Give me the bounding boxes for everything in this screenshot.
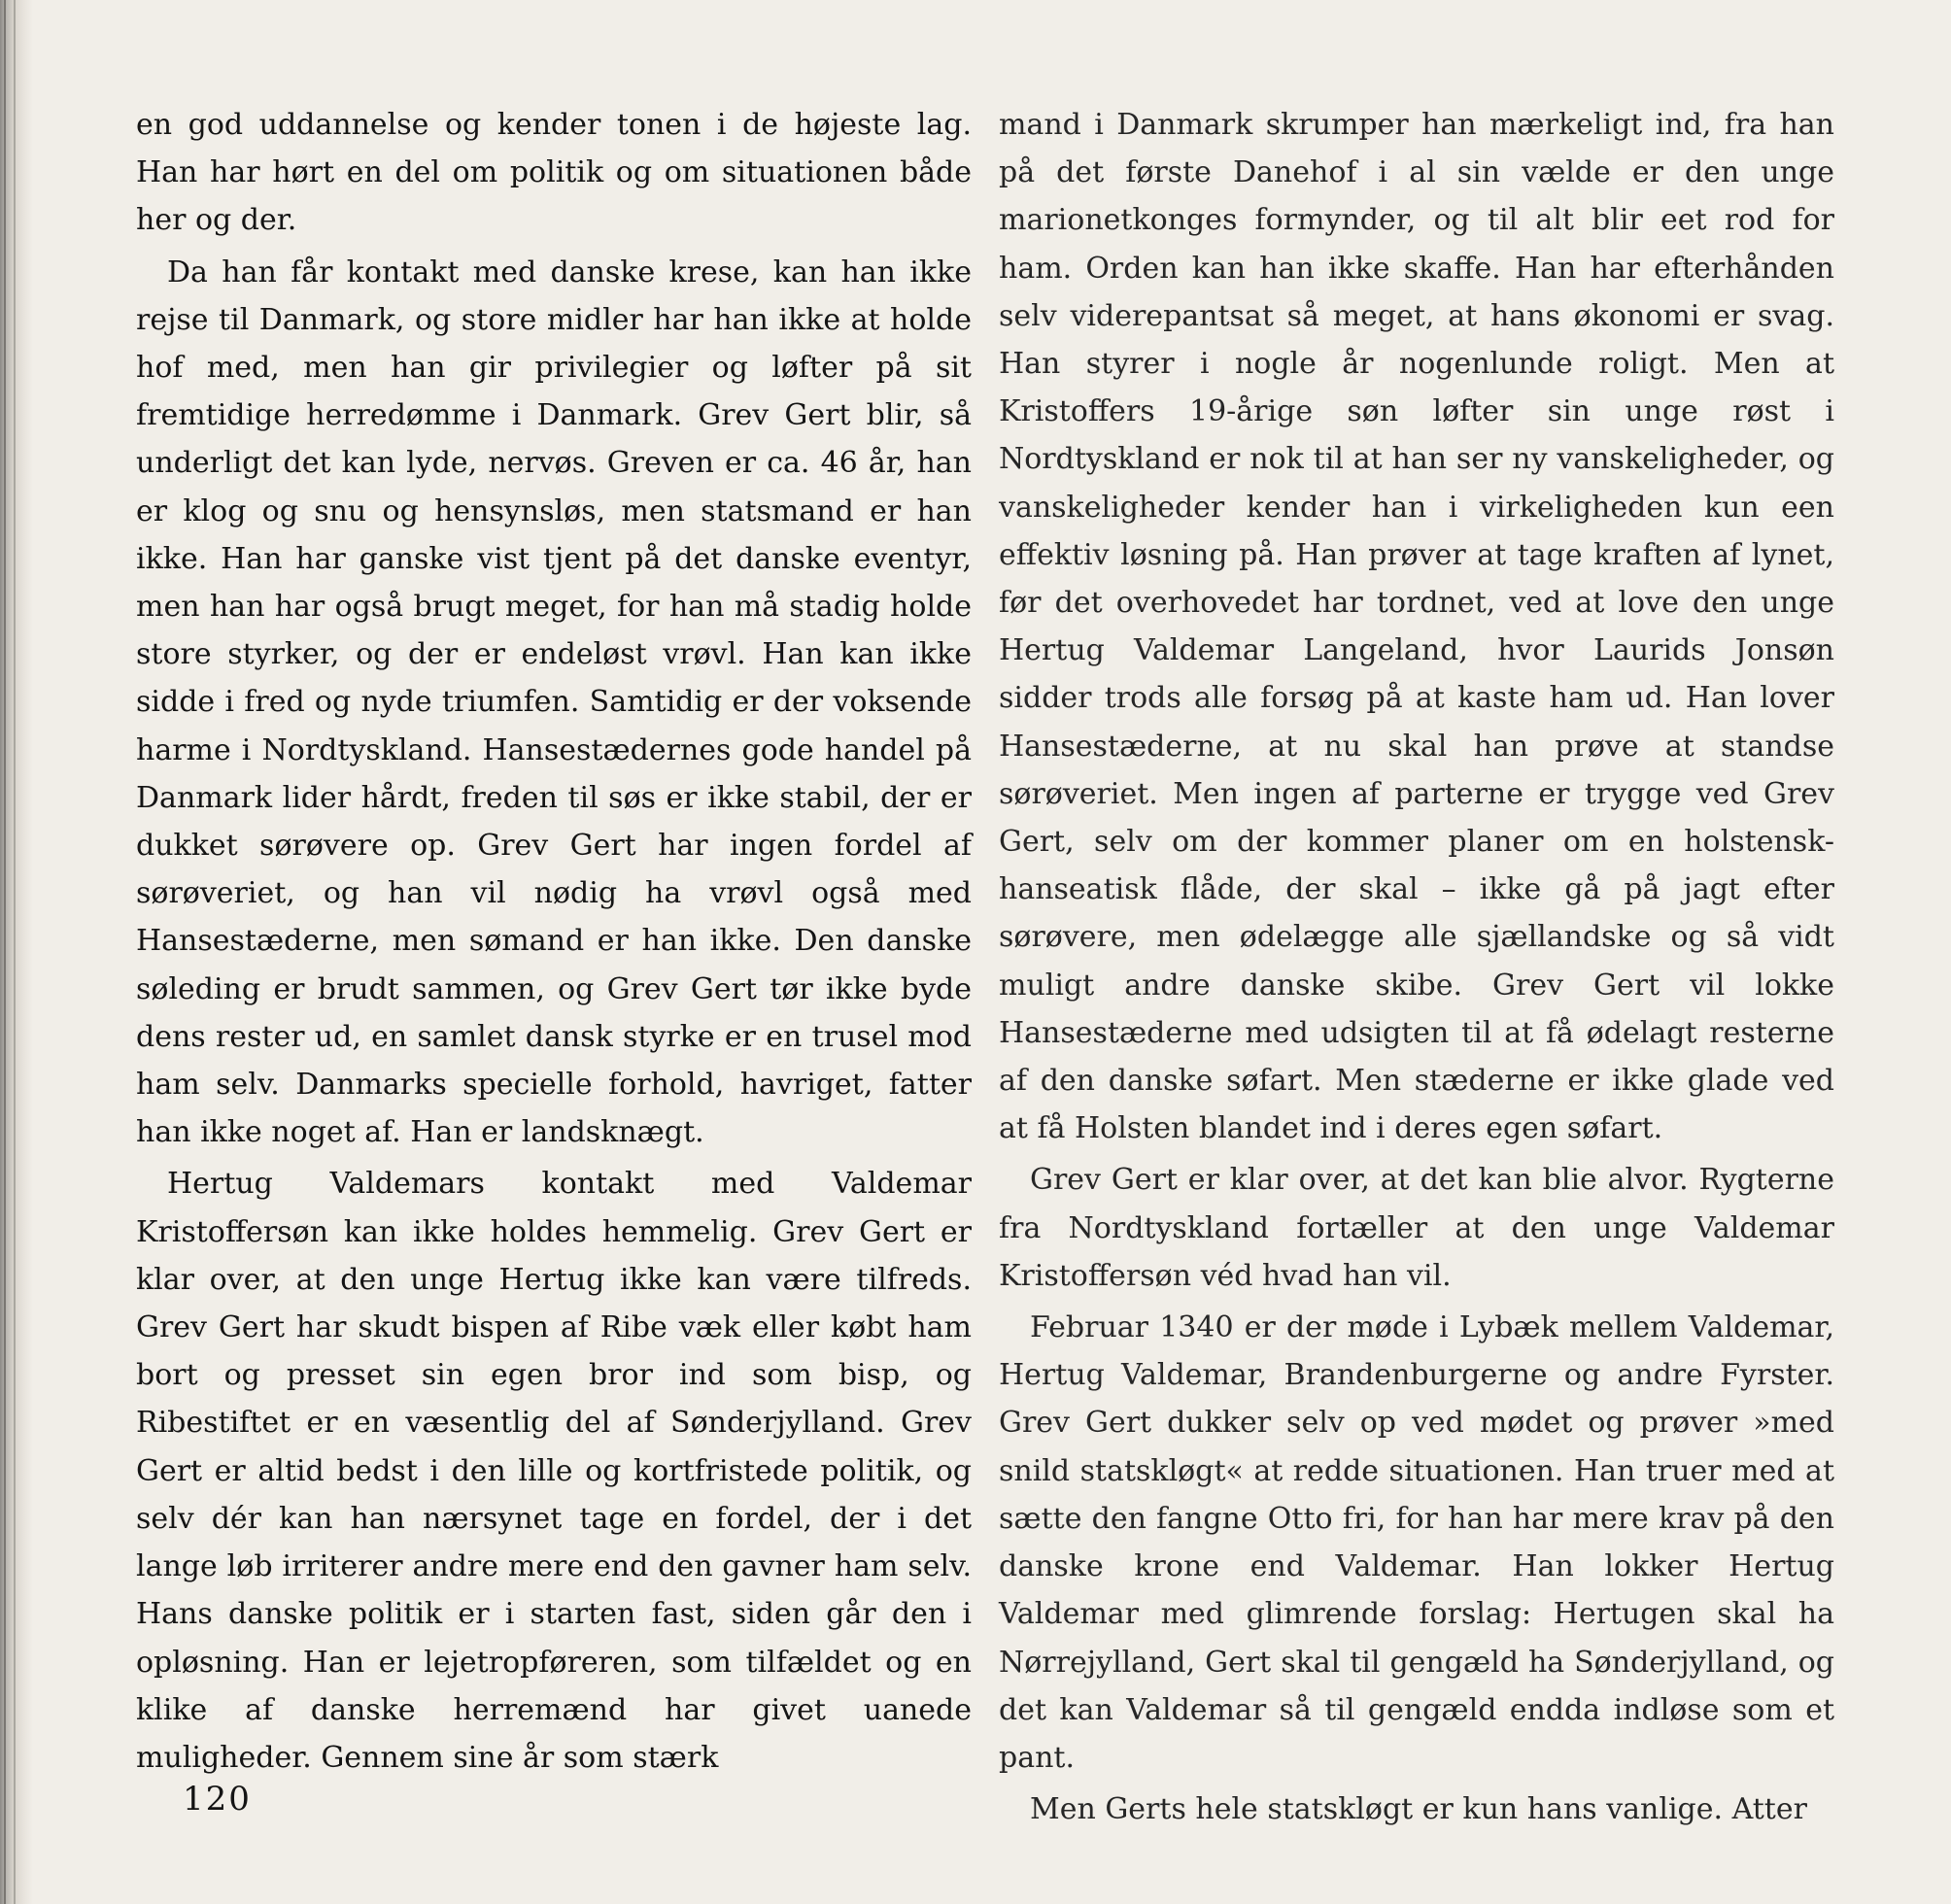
- binding-edge-line: [14, 0, 16, 1904]
- paragraph: mand i Danmark skrumper han mærkeligt ind, fra han på det første Danehof i al sin vælde er den unge marionetkonges formynder, og til alt blir eet rod for ham. Orden kan han ikke skaffe. Han har efterhånden selv viderepantsat så meget, at hans økonomi er svag. Han styrer i nogle år nogenlunde roligt. Men at Kristoffers 19-årige søn løfter sin unge røst i Nordtyskland er nok til at han ser ny vanskeligheder, og vanskeligheder kender han i virkeligheden kun een effektiv løsning på. Han prøver at tage kraften af lynet, før det overhovedet har tordnet, ved at love den unge Hertug Valdemar Langeland, hvor Laurids Jonsøn sidder trods alle forsøg på at kaste ham ud. Han lover Hansestæderne, at nu skal han prøve at standse sørøveriet. Men ingen af parterne er trygge ved Grev Gert, selv om der kommer planer om en holstensk-hanseatisk flåde, der skal – ikke gå på jagt efter sørøvere, men ødelægge alle sjællandske og så vidt muligt andre danske skibe. Grev Gert vil lokke Hansestæderne med udsigten til at få ødelagt resterne af den danske søfart. Men stæderne er ikke glade ved at få Holsten blandet ind i deres egen søfart.: [999, 108, 1834, 1146]
- paragraph: Februar 1340 er der møde i Lybæk mellem Valdemar, Hertug Valdemar, Brandenburgerne og andre Fyrster. Grev Gert dukker selv op ved mødet og prøver »med snild statskløgt« at redde situationen. Han truer med at sætte den fangne Otto fri, for han har mere krav på den danske krone end Valdemar. Han lokker Hertug Valdemar med glimrende forslag: Hertugen skal ha Nørrejylland, Gert skal til gengæld ha Sønderjylland, og det kan Valdemar så til gengæld endda indløse som et pant.: [999, 1310, 1834, 1775]
- paragraph: Grev Gert er klar over, at det kan blie alvor. Rygterne fra Nordtyskland fortæller at den unge Valdemar Kristoffersøn véd hvad han vil.: [999, 1163, 1834, 1293]
- paragraph: Hertug Valdemars kontakt med Valdemar Kristoffersøn kan ikke holdes hemmelig. Grev Gert er klar over, at den unge Hertug ikke kan være tilfreds. Grev Gert har skudt bispen af Ribe væk eller købt ham bort og presset sin egen bror ind som bisp, og Ribestiftet er en væsentlig del af Sønderjylland. Grev Gert er altid bedst i den lille og kortfristede politik, og selv dér kan han nærsynet tage en fordel, der i det lange løb irriterer andre mere end den gavner ham selv. Hans danske politik er i starten fast, siden går den i opløsning. Han er lejetropføreren, som tilfældet og en klike af danske herremænd har givet uanede muligheder. Gennem sine år som stærk: [136, 1167, 972, 1775]
- paragraph: Men Gerts hele statskløgt er kun hans vanlige. Atter: [1030, 1792, 1807, 1827]
- right-text-column: [999, 101, 1834, 1837]
- paragraph: en god uddannelse og kender tonen i de højeste lag. Han har hørt en del om politik og om situationen både her og der.: [136, 108, 972, 238]
- page-number: 120: [183, 1780, 252, 1819]
- paragraph: Da han får kontakt med danske krese, kan han ikke rejse til Danmark, og store midler har han ikke at holde hof med, men han gir privilegier og løfter på sit fremtidige herredømme i Danmark. Grev Gert blir, så underligt det kan lyde, nervøs. Greven er ca. 46 år, han er klog og snu og hensynsløs, men statsmand er han ikke. Han har ganske vist tjent på det danske eventyr, men han har også brugt meget, for han må stadig holde store styrker, og der er endeløst vrøvl. Han kan ikke sidde i fred og nyde triumfen. Samtidig er der voksende harme i Nordtyskland. Hansestædernes gode handel på Danmark lider hårdt, freden til søs er ikke stabil, der er dukket sørøvere op. Grev Gert har ingen fordel af sørøveriet, og han vil nødig ha vrøvl også med Hansestæderne, men sømand er han ikke. Den danske søleding er brudt sammen, og Grev Gert tør ikke byde dens rester ud, en samlet dansk styrke er en trusel mod ham selv. Danmarks specielle forhold, havriget, fatter han ikke noget af. Han er landsknægt.: [136, 255, 972, 1150]
- left-text-column: [136, 101, 972, 1785]
- binding-edge-line: [4, 0, 6, 1904]
